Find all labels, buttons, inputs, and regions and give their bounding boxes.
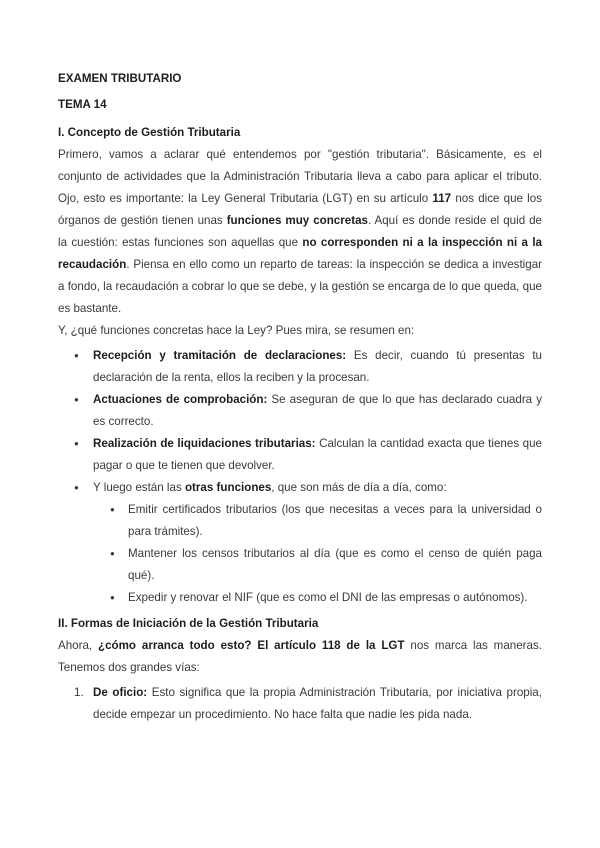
numbered-item: 1. De oficio: Esto significa que la propia Administración Tributaria, por iniciativa propia, decide empezar un procedimiento. No hace falta que nadie les pida nada. — [58, 682, 542, 726]
list-item: ● Actuaciones de comprobación: Se aseguran de que lo que has declarado cuadra y es correcto. — [58, 389, 542, 433]
sub-list-item: ● Mantener los censos tributarios al día (que es como el censo de quién paga qué). — [93, 543, 542, 587]
list-item: ● Y luego están las otras funciones, que son más de día a día, como: ● Emitir certificados tributarios (los que necesitas a veces para la universidad o para trámites). ● Mantener los censos tributarios al día (que es como el censo de quién paga qué). ● Expedir y renovar el NIF (que es como el DNI de las empresas o autónomos). — [58, 477, 542, 609]
functions-list — [58, 345, 542, 609]
list-item: ● Realización de liquidaciones tributarias: Calculan la cantidad exacta que tienes que pagar o que te tienen que devolver. — [58, 433, 542, 477]
list-item: ● Recepción y tramitación de declaraciones: Es decir, cuando tú presentas tu declaración de la renta, ellos la reciben y la procesan. — [58, 345, 542, 389]
document-body — [58, 68, 542, 726]
section-1-paragraph-1: Primero, vamos a aclarar qué entendemos por "gestión tributaria". Básicamente, es el conjunto de actividades que la Administración Tributaria lleva a cabo para aplicar el tributo. Ojo, esto es importante: la Ley General Tributaria (LGT) en su artículo 117 nos dice que los órganos de gestión tienen unas funciones muy concretas. Aquí es donde reside el quid de la cuestión: estas funciones son aquellas que no corresponden ni a la inspección ni a la recaudación. Piensa en ello como un reparto de tareas: la inspección se dedica a investigar a fondo, la recaudación a cobrar lo que se debe, y la gestión se encarga de lo que queda, que es bastante. — [58, 148, 543, 315]
tema-title: TEMA 14 — [58, 98, 107, 111]
section-2-heading: II. Formas de Iniciación de la Gestión Tributaria — [58, 617, 319, 630]
sub-list-item: ● Expedir y renovar el NIF (que es como el DNI de las empresas o autónomos). — [93, 587, 542, 609]
exam-title: EXAMEN TRIBUTARIO — [58, 72, 182, 85]
item-number: 1. — [74, 686, 84, 699]
sub-list-item: ● Emitir certificados tributarios (los que necesitas a veces para la universidad o para trámites). — [93, 499, 542, 543]
section-1-heading: I. Concepto de Gestión Tributaria — [58, 126, 241, 139]
initiation-list — [58, 682, 542, 726]
other-functions-list — [93, 499, 542, 609]
section-1-paragraph-2: Y, ¿qué funciones concretas hace la Ley? Pues mira, se resumen en: — [58, 324, 415, 337]
section-2-paragraph-1: Ahora, ¿cómo arranca todo esto? El artículo 118 de la LGT nos marca las maneras. Tenemos dos grandes vías: — [58, 639, 542, 674]
